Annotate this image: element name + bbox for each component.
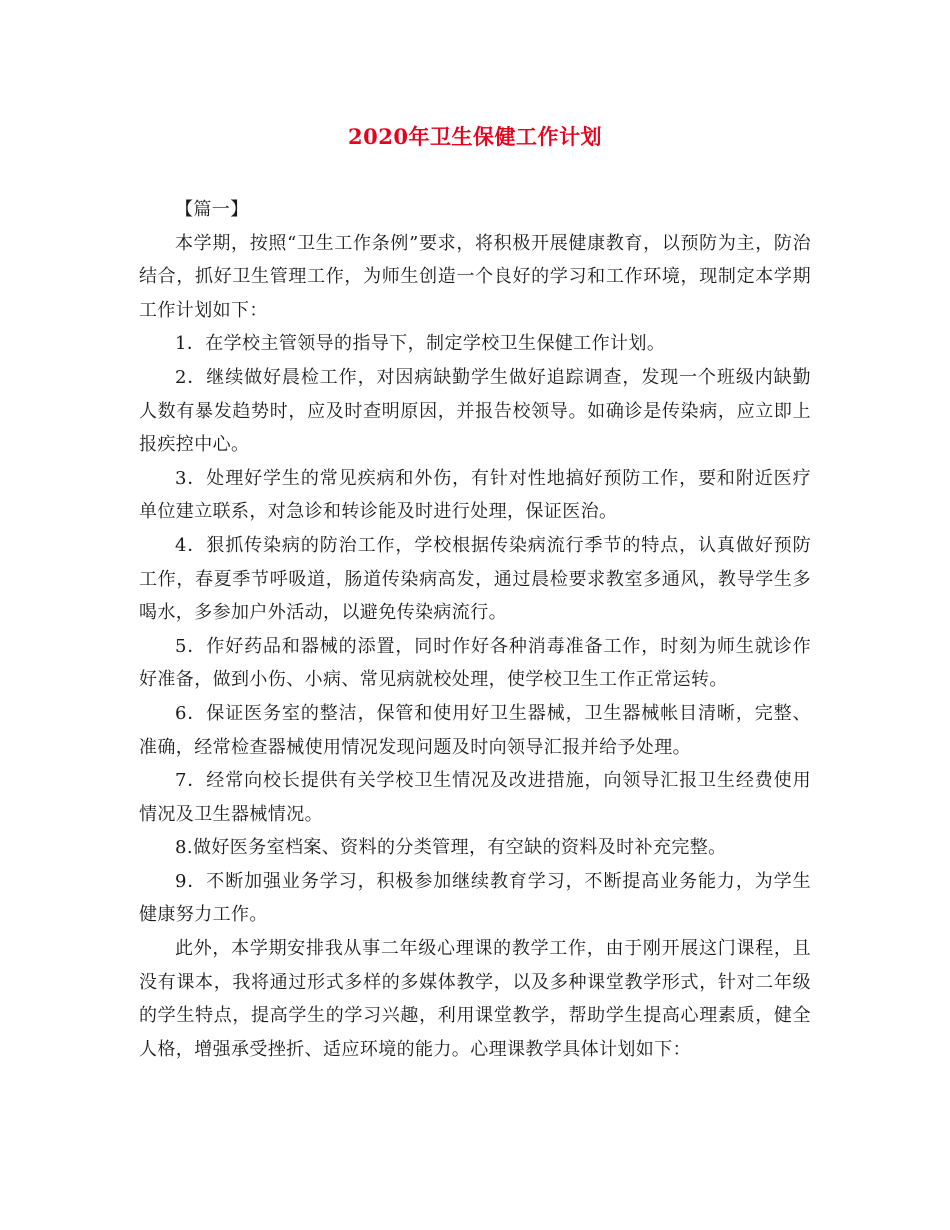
- paragraph-item-3: 3．处理好学生的常见疾病和外伤，有针对性地搞好预防工作，要和附近医疗单位建立联系，对急诊和转诊能及时进行处理，保证医治。: [139, 467, 811, 523]
- paragraph-item-1: 1．在学校主管领导的指导下，制定学校卫生保健工作计划。: [175, 333, 666, 355]
- paragraph-intro: 本学期，按照“卫生工作条例”要求，将积极开展健康教育，以预防为主，防治结合，抓好卫生管理工作，为师生创造一个良好的学习和工作环境，现制定本学期工作计划如下：: [139, 232, 811, 321]
- paragraph-item-8: 8.做好医务室档案、资料的分类管理，有空缺的资料及时补充完整。: [175, 837, 727, 859]
- document-body: [139, 193, 811, 1066]
- paragraph-item-6: 6．保证医务室的整洁，保管和使用好卫生器械，卫生器械帐目清晰，完整、准确，经常检查器械使用情况发现问题及时向领导汇报并给予处理。: [139, 702, 811, 758]
- document-title: 2020年卫生保健工作计划: [348, 124, 602, 149]
- paragraph-item-7: 7．经常向校长提供有关学校卫生情况及改进措施，向领导汇报卫生经费使用情况及卫生器械情况。: [139, 770, 811, 825]
- paragraph-psychology-plan: 此外，本学期安排我从事二年级心理课的教学工作，由于刚开展这门课程，且没有课本，我将通过形式多样的多媒体教学，以及多种课堂教学形式，针对二年级的学生特点，提高学生的学习兴趣，利用课堂教学，帮助学生提高心理素质，健全人格，增强承受挫折、适应环境的能力。心理课教学具体计划如下：: [139, 938, 811, 1060]
- paragraph-item-9: 9．不断加强业务学习，积极参加继续教育学习，不断提高业务能力，为学生健康努力工作。: [139, 870, 811, 926]
- paragraph-item-4: 4．狠抓传染病的防治工作，学校根据传染病流行季节的特点，认真做好预防工作，春夏季节呼吸道，肠道传染病高发，通过晨检要求教室多通风，教导学生多喝水，多参加户外活动，以避免传染病流行。: [139, 534, 811, 624]
- paragraph-item-2: 2．继续做好晨检工作，对因病缺勤学生做好追踪调查，发现一个班级内缺勤人数有暴发趋势时，应及时查明原因，并报告校领导。如确诊是传染病，应立即上报疾控中心。: [139, 366, 811, 456]
- section-heading: 【篇一】: [175, 199, 249, 220]
- paragraph-item-5: 5．作好药品和器械的添置，同时作好各种消毒准备工作，时刻为师生就诊作好准备，做到小伤、小病、常见病就校处理，使学校卫生工作正常运转。: [139, 635, 811, 691]
